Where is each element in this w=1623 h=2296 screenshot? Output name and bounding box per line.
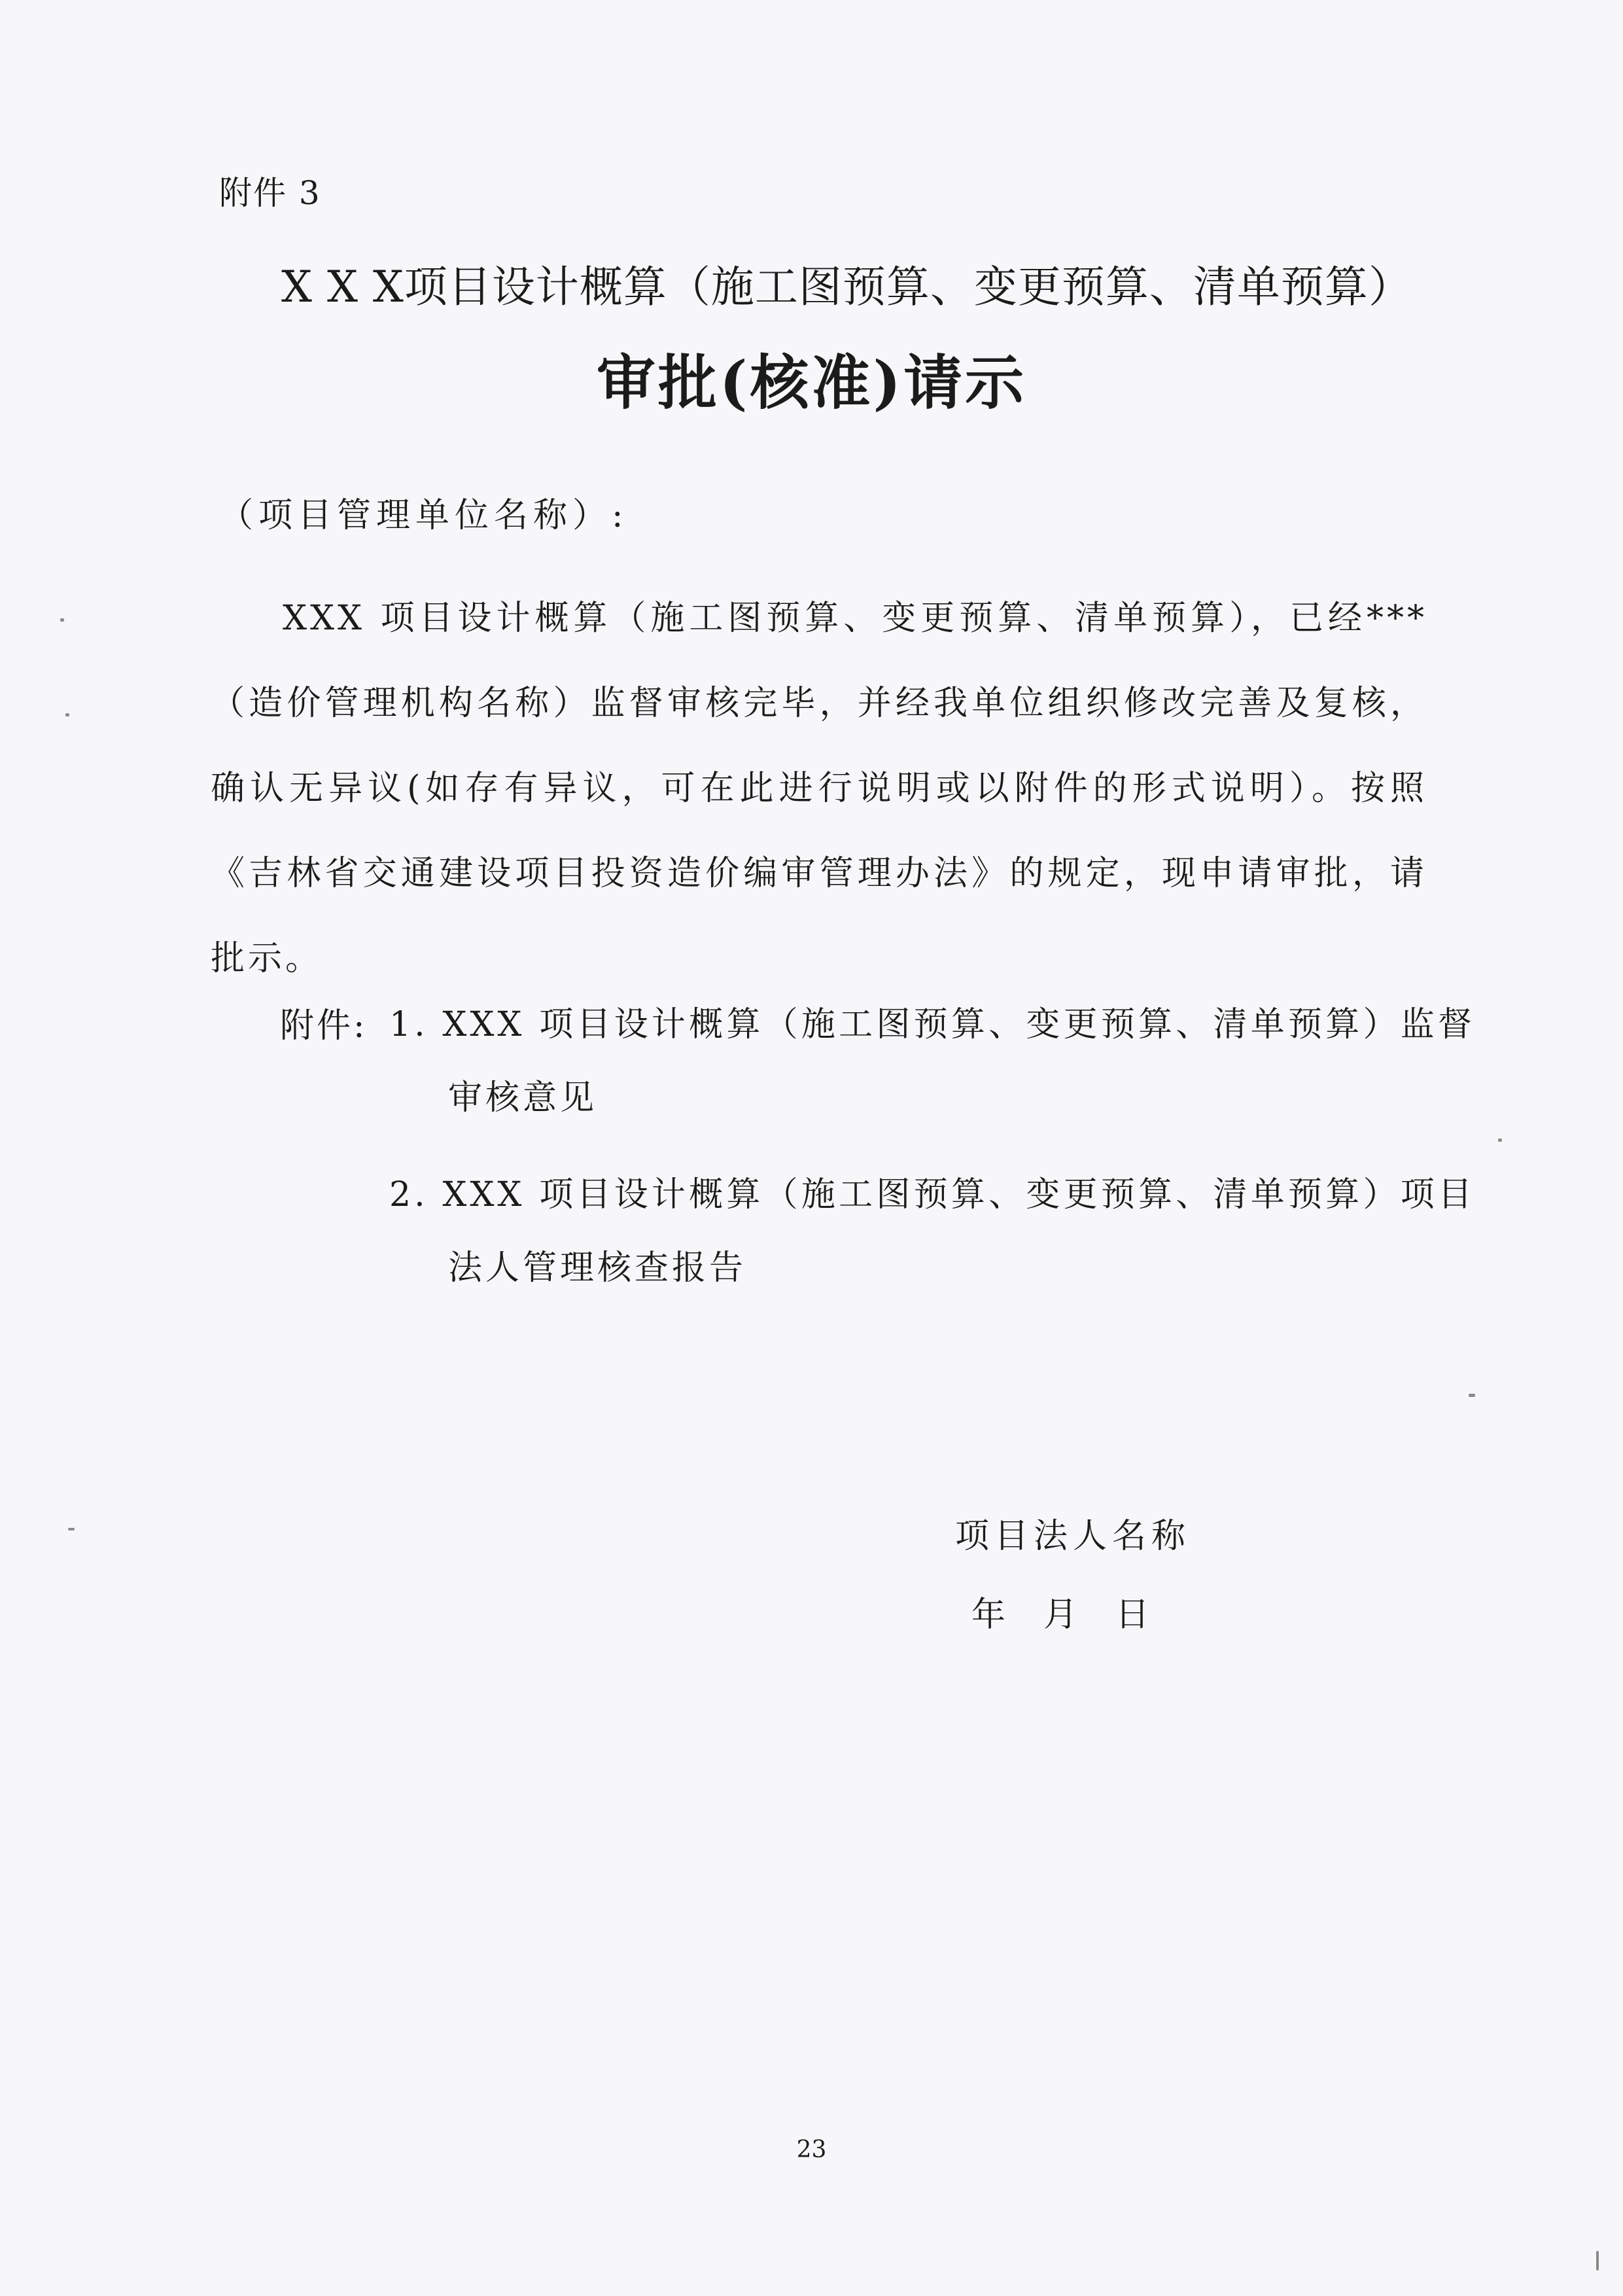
scan-speck <box>1596 2251 1599 2270</box>
document-title-line-1: X X X项目设计概算（施工图预算、变更预算、清单预算） <box>281 262 1412 312</box>
signature-day: 日 <box>1115 1595 1150 1634</box>
scan-speck <box>65 713 69 716</box>
signature-month: 月 <box>1043 1595 1078 1634</box>
scan-speck <box>1469 1394 1475 1397</box>
body-paragraph: XXX 项目设计概算（施工图预算、变更预算、清单预算），已经***（造价管理机构名称）监督审核完毕，并经我单位组织修改完善及复核，确认无异议(如存有异议，可在此进行说明或以附件的形式说明）。按照《吉林省交通建设项目投资造价编审管理办法》的规定，现申请审批，请批示。 <box>211 599 1427 978</box>
attachments-label: 附件: <box>280 1006 368 1046</box>
signature-name: 项目法人名称 <box>955 1517 1191 1556</box>
attachment-item-1: 1. XXX 项目设计概算（施工图预算、变更预算、清单预算）监督审核意见 <box>389 1005 1475 1118</box>
addressee: （项目管理单位名称）: <box>219 496 629 535</box>
document-title-line-2: 审批(核准)请示 <box>596 348 1027 417</box>
scan-speck <box>60 618 64 622</box>
attachment-item-2: 2. XXX 项目设计概算（施工图预算、变更预算、清单预算）项目法人管理核查报告 <box>389 1175 1475 1288</box>
signature-date <box>971 1587 1149 1636</box>
attachment-label: 附件 3 <box>219 174 321 212</box>
scan-speck <box>1498 1139 1502 1142</box>
signature-year: 年 <box>971 1595 1006 1634</box>
scan-speck <box>68 1528 75 1530</box>
page-number: 23 <box>796 2136 827 2163</box>
